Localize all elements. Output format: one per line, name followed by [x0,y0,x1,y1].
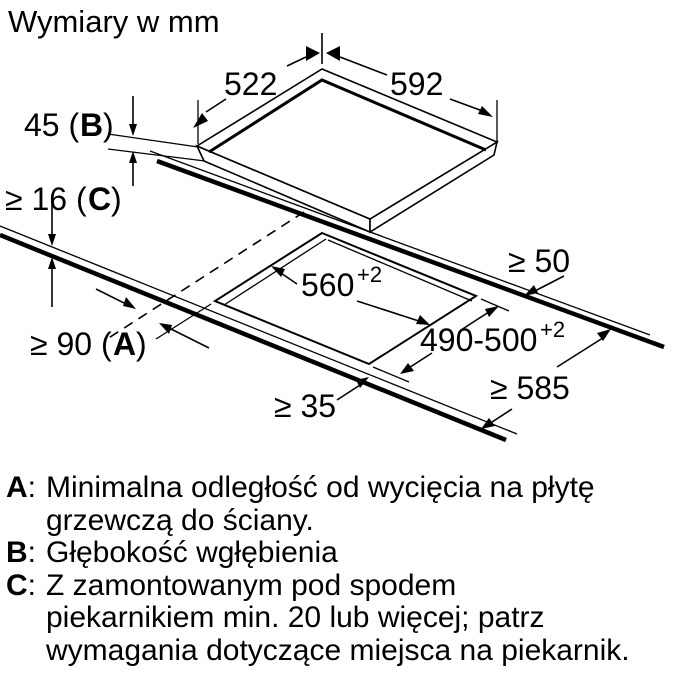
legend-item-C-cont [6,602,678,635]
dim-90-suffix: ) [136,326,147,362]
dim-50 [508,243,570,296]
dim-90-letter: A [113,326,137,362]
dim-585-label: ≥ 585 [490,370,570,406]
side-wall-dashed-line [104,212,304,341]
dim-45-label: 45 ( [24,107,80,143]
legend-item-A-cont [6,505,678,538]
legend-letter-C: C [6,568,28,602]
legend-colon: : [27,471,37,504]
legend [6,472,678,667]
dim-45-B [24,96,205,186]
dim-560-tolerance: +2 [357,262,383,287]
dim-35 [274,377,369,424]
dim-560 [271,262,430,325]
legend-item-B [6,537,678,570]
legend-item-C [6,570,678,603]
legend-letter-A: A [6,471,28,504]
dim-16-suffix: ) [111,181,122,217]
legend-text-C-line2: piekarnikiem min. 20 lub więcej; patrz [46,601,545,634]
dim-45-letter: B [80,107,104,143]
dim-50-label: ≥ 50 [508,243,571,279]
dim-560-label: 560 [301,267,355,303]
legend-text-A-line1: Minimalna odległość od wycięcia na płytę [46,471,595,504]
dim-45-suffix: ) [103,107,114,143]
legend-colon: : [27,568,37,602]
dim-90-label: ≥ 90 ( [30,326,112,362]
legend-item-A [6,472,678,505]
dim-490-label: 490-500 [420,322,538,358]
legend-item-C-cont2 [6,635,678,668]
legend-text-B-line1: Głębokość wgłębienia [46,536,338,569]
dim-16-label: ≥ 16 ( [5,181,87,217]
dim-490-tolerance: +2 [540,317,566,342]
legend-text-C-line3: wymagania dotyczące miejsca na piekarnik. [46,633,630,667]
dim-16-letter: C [88,181,112,217]
legend-text-A-line2: grzewczą do ściany. [46,503,314,537]
legend-text-C-line1: Z zamontowanym pod spodem [46,568,457,602]
page-title: Wymiary w mm [8,4,220,39]
legend-letter-B: B [6,536,28,569]
legend-colon: : [27,536,37,569]
dim-35-label: ≥ 35 [274,388,337,424]
dim-522-label: 522 [224,66,278,102]
dim-592-label: 592 [390,66,444,102]
